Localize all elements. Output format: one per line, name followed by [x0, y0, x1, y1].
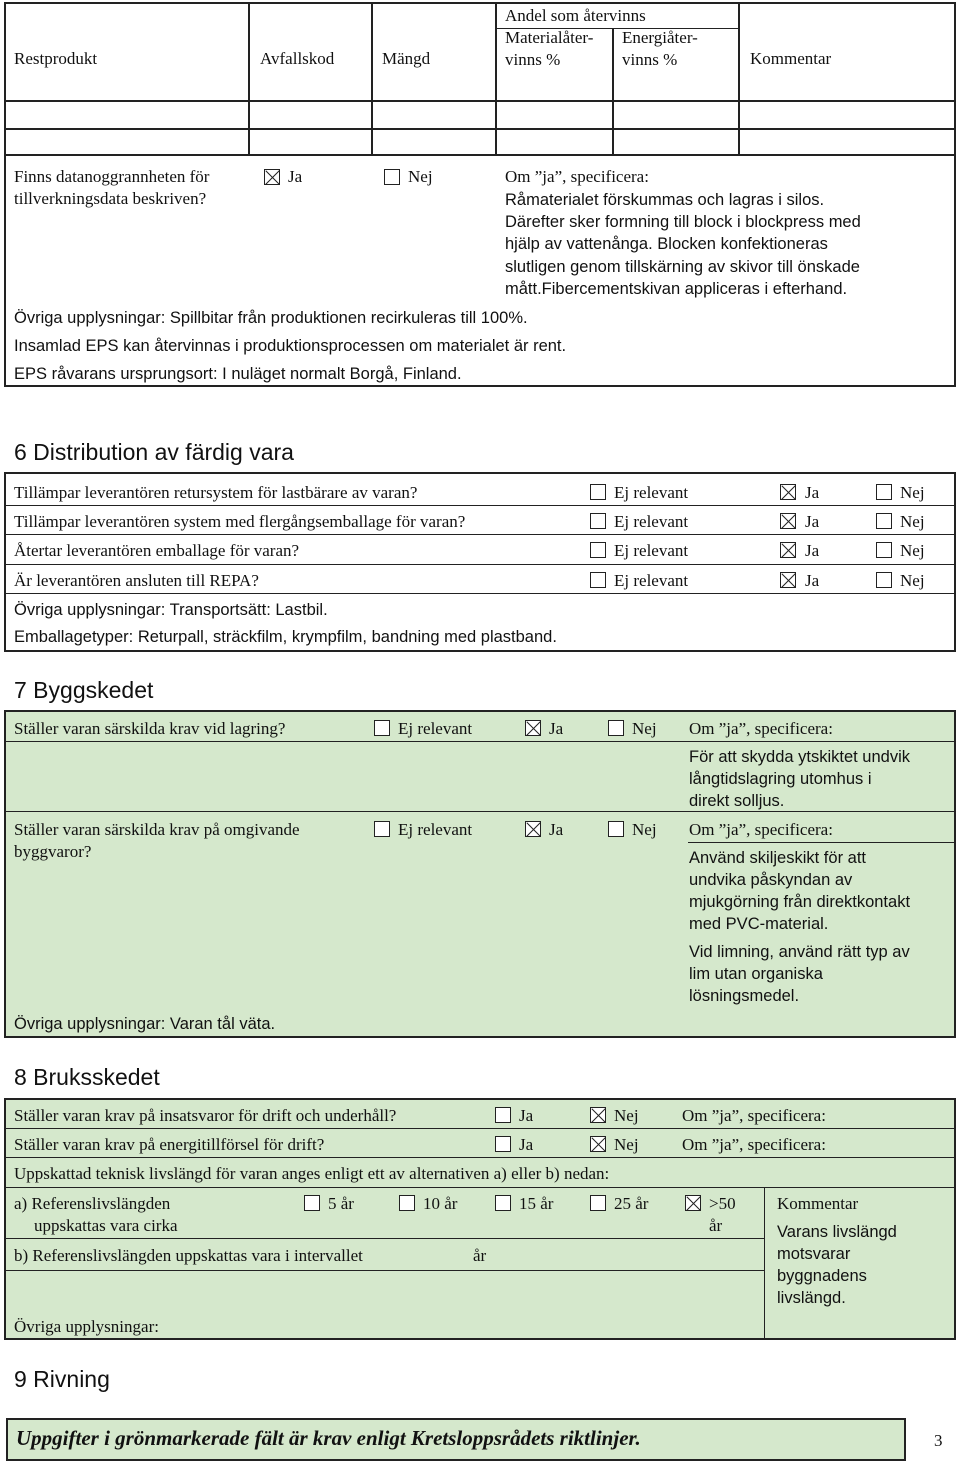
accuracy-answer-line: Råmaterialet förskummas och lagras i silos.: [505, 191, 825, 209]
option-b-unit: år: [473, 1246, 487, 1265]
nej-checkbox[interactable]: [876, 572, 892, 588]
lifespan-5-label: 5 år: [328, 1194, 354, 1213]
ja-label: Ja: [805, 541, 820, 560]
storage-answer-line: direkt solljus.: [689, 792, 785, 810]
energy-ja-label: Ja: [519, 1135, 534, 1154]
surrounding-ej-relevant-label: Ej relevant: [398, 820, 473, 839]
storage-nej-label: Nej: [632, 719, 657, 738]
storage-nej-checkbox[interactable]: [608, 720, 624, 736]
accuracy-nej-label: Nej: [408, 167, 433, 186]
storage-answer-line: För att skydda ytskiktet undvik: [689, 748, 911, 766]
ja-label: Ja: [805, 483, 820, 502]
ja-checkbox[interactable]: [780, 542, 796, 558]
lifespan-25-checkbox[interactable]: [590, 1195, 606, 1211]
storage-specify-label: Om ”ja”, specificera:: [689, 719, 833, 738]
surrounding-answer-line: lösningsmedel.: [689, 987, 800, 1005]
ej-relevant-checkbox[interactable]: [590, 513, 606, 529]
ja-checkbox[interactable]: [780, 572, 796, 588]
page-number: 3: [934, 1431, 943, 1450]
green-fields-note: [6, 1418, 906, 1461]
accuracy-ovriga-line-3: EPS råvarans ursprungsort: I nuläget normalt Borgå, Finland.: [14, 365, 462, 383]
surrounding-answer-line: Använd skiljeskikt för att: [689, 849, 866, 867]
lifespan-10-checkbox[interactable]: [399, 1195, 415, 1211]
ej-relevant-checkbox[interactable]: [590, 484, 606, 500]
surrounding-answer-line: Vid limning, använd rätt typ av: [689, 943, 910, 961]
lifespan-estimate-text: Uppskattad teknisk livslängd för varan anges enligt ett av alternativen a) eller b) nedan:: [14, 1164, 610, 1183]
lifespan-10-label: 10 år: [423, 1194, 458, 1213]
surrounding-ej-relevant-checkbox[interactable]: [374, 821, 390, 837]
header-energi-2: vinns %: [622, 50, 678, 69]
header-avfallskod: Avfallskod: [260, 49, 335, 68]
distribution-question: Återtar leverantören emballage för varan?: [14, 541, 300, 560]
surrounding-nej-checkbox[interactable]: [608, 821, 624, 837]
header-mangd: Mängd: [382, 49, 431, 68]
lifespan-25-label: 25 år: [614, 1194, 649, 1213]
energy-nej-label: Nej: [614, 1135, 639, 1154]
accuracy-ovriga-line-1: [14, 307, 528, 329]
surrounding-answer-line: med PVC-material.: [689, 915, 829, 933]
section-6-title: 6 Distribution av färdig vara: [14, 439, 294, 465]
distribution-ovriga-text: Transportsätt: Lastbil.: [169, 601, 328, 619]
section-8-title: 8 Bruksskedet: [14, 1064, 160, 1090]
ja-checkbox[interactable]: [780, 513, 796, 529]
ja-label: Ja: [805, 512, 820, 531]
building-ovriga: [14, 1013, 275, 1035]
accuracy-question-1: Finns datanoggrannheten för: [14, 167, 210, 186]
storage-ja-checkbox[interactable]: [525, 720, 541, 736]
accuracy-ja-checkbox[interactable]: [264, 169, 280, 185]
header-restprodukt: Restprodukt: [14, 49, 98, 68]
lifespan-5-checkbox[interactable]: [304, 1195, 320, 1211]
ej-relevant-label: Ej relevant: [614, 512, 689, 531]
ja-label: Ja: [805, 571, 820, 590]
surrounding-specify-label: Om ”ja”, specificera:: [689, 820, 833, 839]
storage-question: Ställer varan särskilda krav vid lagring?: [14, 719, 286, 738]
accuracy-ovriga-label: Övriga upplysningar:: [14, 309, 166, 327]
distribution-ovriga-line-1: [14, 599, 328, 621]
ej-relevant-label: Ej relevant: [614, 483, 689, 502]
option-a-label-2: uppskattas vara cirka: [34, 1216, 178, 1235]
distribution-question: Tillämpar leverantören retursystem för lastbärare av varan?: [14, 483, 418, 502]
usage-comment-label: Kommentar: [777, 1194, 859, 1213]
usage-ovriga-label: Övriga upplysningar:: [14, 1317, 159, 1336]
nej-label: Nej: [900, 571, 925, 590]
nej-checkbox[interactable]: [876, 542, 892, 558]
lifespan-50-unit: år: [709, 1216, 723, 1235]
accuracy-answer-line: slutligen genom tillskärning av skivor till önskade: [505, 258, 860, 276]
ej-relevant-checkbox[interactable]: [590, 542, 606, 558]
surrounding-question-1: Ställer varan särskilda krav på omgivande: [14, 820, 300, 839]
surrounding-question-2: byggvaror?: [14, 842, 92, 861]
section-9-title: 9 Rivning: [14, 1366, 110, 1392]
ej-relevant-checkbox[interactable]: [590, 572, 606, 588]
accuracy-ja-label: Ja: [288, 167, 303, 186]
usage-comment-line: byggnadens: [777, 1267, 867, 1285]
maintenance-question: Ställer varan krav på insatsvaror för drift och underhåll?: [14, 1106, 397, 1125]
surrounding-ja-label: Ja: [549, 820, 564, 839]
distribution-question: Tillämpar leverantören system med flergångsemballage för varan?: [14, 512, 466, 531]
header-material-2: vinns %: [505, 50, 561, 69]
surrounding-ja-checkbox[interactable]: [525, 821, 541, 837]
lifespan-50-label: >50: [709, 1194, 736, 1213]
energy-question: Ställer varan krav på energitillförsel för drift?: [14, 1135, 325, 1154]
storage-ej-relevant-checkbox[interactable]: [374, 720, 390, 736]
storage-ej-relevant-label: Ej relevant: [398, 719, 473, 738]
maintenance-ja-label: Ja: [519, 1106, 534, 1125]
accuracy-answer-line: hjälp av vattenånga. Blocken konfektioneras: [505, 235, 828, 253]
storage-answer-line: långtidslagring utomhus i: [689, 770, 872, 788]
building-ovriga-label: Övriga upplysningar:: [14, 1015, 166, 1033]
usage-comment-line: motsvarar: [777, 1245, 851, 1263]
building-ovriga-text: Varan tål väta.: [169, 1015, 276, 1033]
lifespan-15-label: 15 år: [519, 1194, 554, 1213]
green-fields-note-text: Uppgifter i grönmarkerade fält är krav enligt Kretsloppsrådets riktlinjer.: [16, 1426, 641, 1450]
nej-checkbox[interactable]: [876, 484, 892, 500]
accuracy-ovriga-text: Spillbitar från produktionen recirkuleras till 100%.: [169, 309, 528, 327]
nej-label: Nej: [900, 541, 925, 560]
header-andel: Andel som återvinns: [505, 6, 646, 25]
storage-ja-label: Ja: [549, 719, 564, 738]
option-a-label-1: a) Referenslivslängden: [14, 1194, 171, 1213]
maintenance-ja-checkbox[interactable]: [495, 1107, 511, 1123]
header-kommentar: Kommentar: [750, 49, 832, 68]
accuracy-answer-line: mått.Fibercementskivan appliceras i efterhand.: [505, 280, 848, 298]
energy-nej-checkbox[interactable]: [590, 1136, 606, 1152]
accuracy-answer-line: Därefter sker formning till block i blockpress med: [505, 213, 861, 231]
header-material-1: Materialåter-: [505, 28, 594, 47]
accuracy-ovriga-line-2: Insamlad EPS kan återvinnas i produktionsprocessen om materialet är rent.: [14, 337, 567, 355]
ja-checkbox[interactable]: [780, 484, 796, 500]
distribution-ovriga-label: Övriga upplysningar:: [14, 601, 166, 619]
accuracy-question-2: tillverkningsdata beskriven?: [14, 189, 207, 208]
accuracy-specify-label: Om ”ja”, specificera:: [505, 167, 649, 186]
lifespan-50-checkbox[interactable]: [685, 1195, 701, 1211]
accuracy-nej-checkbox[interactable]: [384, 169, 400, 185]
header-energi-1: Energiåter-: [622, 28, 698, 47]
nej-checkbox[interactable]: [876, 513, 892, 529]
nej-label: Nej: [900, 483, 925, 502]
maintenance-nej-label: Nej: [614, 1106, 639, 1125]
distribution-ovriga-line-2: Emballagetyper: Returpall, sträckfilm, krympfilm, bandning med plastband.: [14, 628, 557, 646]
option-b-label: b) Referenslivslängden uppskattas vara i intervallet: [14, 1246, 363, 1265]
distribution-question: Är leverantören ansluten till REPA?: [14, 571, 259, 590]
ej-relevant-label: Ej relevant: [614, 541, 689, 560]
usage-comment-line: livslängd.: [777, 1289, 846, 1307]
section-7-title: 7 Byggskedet: [14, 677, 154, 703]
surrounding-answer-line: undvika påskyndan av: [689, 871, 853, 889]
surrounding-nej-label: Nej: [632, 820, 657, 839]
usage-comment-line: Varans livslängd: [777, 1223, 897, 1241]
energy-ja-checkbox[interactable]: [495, 1136, 511, 1152]
ej-relevant-label: Ej relevant: [614, 571, 689, 590]
nej-label: Nej: [900, 512, 925, 531]
maintenance-specify-label: Om ”ja”, specificera:: [682, 1106, 826, 1125]
lifespan-15-checkbox[interactable]: [495, 1195, 511, 1211]
maintenance-nej-checkbox[interactable]: [590, 1107, 606, 1123]
surrounding-answer-line: lim utan organiska: [689, 965, 823, 983]
energy-specify-label: Om ”ja”, specificera:: [682, 1135, 826, 1154]
surrounding-answer-line: mjukgörning från direktkontakt: [689, 893, 911, 911]
